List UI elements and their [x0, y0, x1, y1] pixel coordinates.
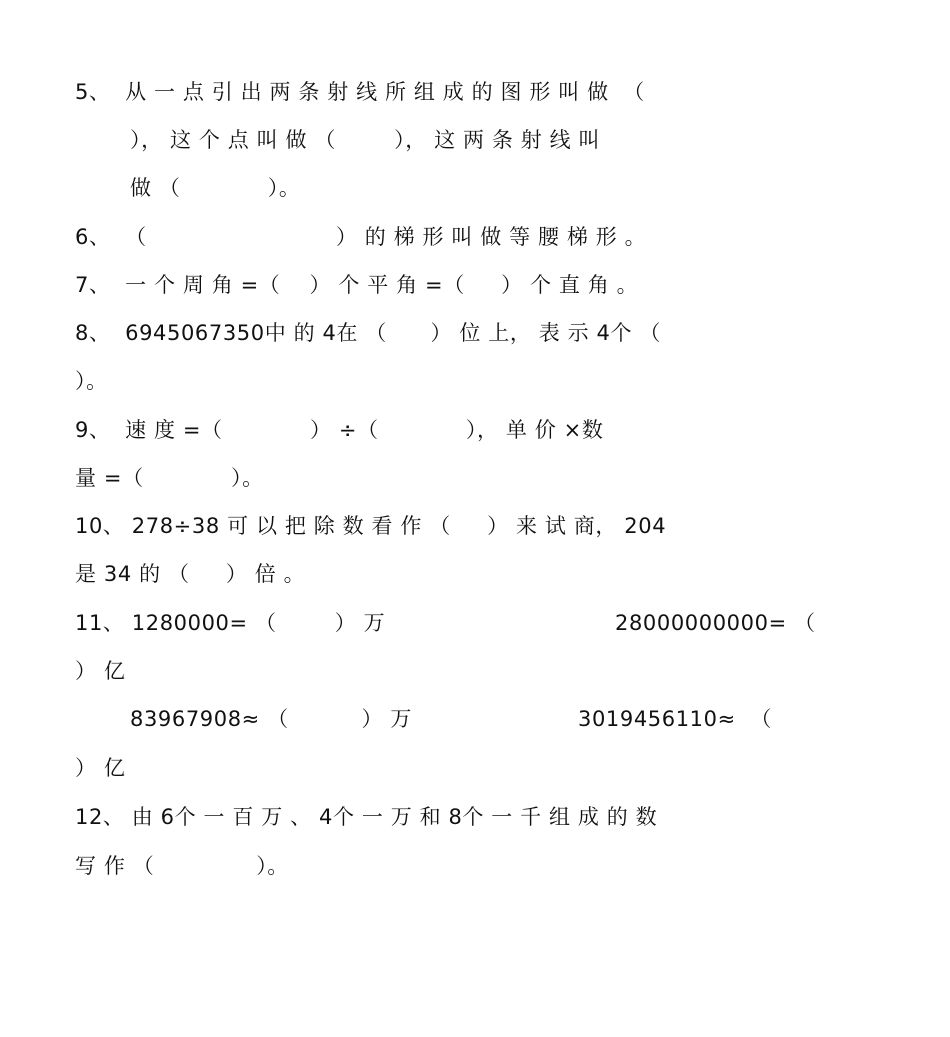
q5-line-2: ）， 这 个 点 叫 做 （ ）， 这 两 条 射 线 叫	[130, 128, 601, 152]
q9-line-2: 量 =（ ）。	[75, 466, 264, 490]
q7-line-1: 7、 一 个 周 角 =（ ） 个 平 角 =（ ） 个 直 角 。	[75, 273, 639, 297]
q11-line-3b: 3019456110≈ （	[578, 707, 772, 731]
q8-line-1: 8、 6945067350中 的 4在 （ ） 位 上， 表 示 4个 （	[75, 321, 661, 345]
q11-line-1b: 28000000000= （	[615, 611, 816, 635]
q11-line-2: ） 亿	[75, 659, 126, 683]
q5-line-3: 做 （ ）。	[130, 176, 301, 200]
q10-line-2: 是 34 的 （ ） 倍 。	[75, 562, 306, 586]
q11-line-3a: 83967908≈ （ ） 万	[130, 707, 412, 731]
q12-line-1: 12、 由 6个 一 百 万 、 4个 一 万 和 8个 一 千 组 成 的 数	[75, 805, 658, 829]
q12-line-2: 写 作 （ ）。	[75, 854, 289, 878]
q6-line-1: 6、 （ ） 的 梯 形 叫 做 等 腰 梯 形 。	[75, 225, 647, 249]
q11-line-1a: 11、 1280000= （ ） 万	[75, 611, 386, 635]
q10-line-1: 10、 278÷38 可 以 把 除 数 看 作 （ ） 来 试 商， 204	[75, 514, 667, 538]
q8-line-2: ）。	[75, 369, 108, 393]
q9-line-1: 9、 速 度 =（ ） ÷（ ）， 单 价 ×数	[75, 418, 604, 442]
q11-line-4: ） 亿	[75, 756, 126, 780]
q5-line-1: 5、 从 一 点 引 出 两 条 射 线 所 组 成 的 图 形 叫 做 （	[75, 80, 645, 104]
